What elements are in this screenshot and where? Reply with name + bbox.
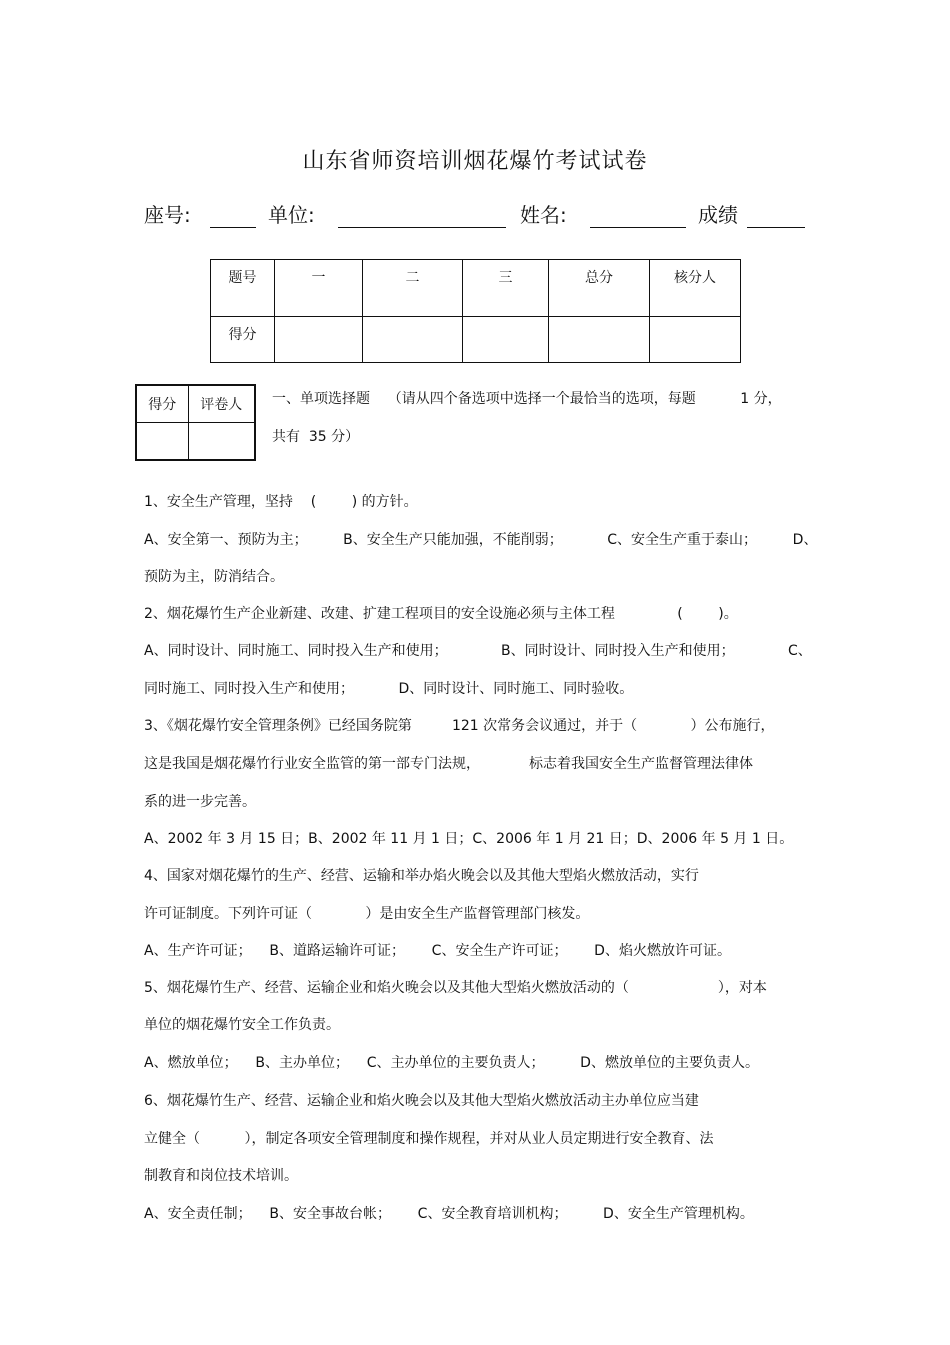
- question-text: 制教育和岗位技术培训。: [144, 1168, 298, 1184]
- grader-score-label: 得分: [136, 385, 188, 422]
- header-verifier: 核分人: [650, 260, 741, 317]
- score-cell-part-2[interactable]: [363, 317, 463, 363]
- option-text: A、燃放单位； B、主办单位； C、主办单位的主要负责人； D、燃放单位的主要负责人。: [144, 1055, 759, 1071]
- score-cell-verifier[interactable]: [650, 317, 741, 363]
- grader-score-cell[interactable]: [136, 422, 188, 460]
- question-text: 2、烟花爆竹生产企业新建、改建、扩建工程项目的安全设施必须与主体工程 ( )。: [144, 606, 738, 622]
- question-text: 6、烟花爆竹生产、经营、运输企业和焰火晚会以及其他大型焰火燃放活动主办单位应当建: [144, 1093, 699, 1109]
- option-text: A、2002 年 3 月 15 日；B、2002 年 11 月 1 日；C、2006 年 1 月 21 日；D、2006 年 5 月 1 日。: [144, 831, 794, 847]
- question-text: 4、国家对烟花爆竹的生产、经营、运输和举办焰火晚会以及其他大型焰火燃放活动，实行: [144, 868, 699, 884]
- grader-name-cell[interactable]: [188, 422, 255, 460]
- option-text: A、生产许可证； B、道路运输许可证； C、安全生产许可证； D、焰火燃放许可证。: [144, 943, 731, 959]
- header-total: 总分: [549, 260, 650, 317]
- question-text: 5、烟花爆竹生产、经营、运输企业和焰火晚会以及其他大型焰火燃放活动的（ ），对本: [144, 980, 767, 996]
- question-text: 这是我国是烟花爆竹行业安全监管的第一部专门法规， 标志着我国安全生产监督管理法律体: [144, 756, 753, 772]
- unit-label: 单位:: [268, 203, 315, 227]
- option-text: 预防为主，防消结合。: [144, 569, 284, 585]
- option-text: A、同时设计、同时施工、同时投入生产和使用； B、同时设计、同时投入生产和使用； C、: [144, 643, 812, 659]
- header-part-1: 一: [275, 260, 363, 317]
- exam-title: 山东省师资培训烟花爆竹考试试卷: [302, 149, 648, 174]
- question-text: 系的进一步完善。: [144, 794, 256, 810]
- score-cell-part-1[interactable]: [275, 317, 363, 363]
- question-text: 单位的烟花爆竹安全工作负责。: [144, 1017, 340, 1033]
- seat-blank[interactable]: [210, 227, 256, 228]
- question-text: 1、安全生产管理，坚持 ( ) 的方针。: [144, 494, 418, 510]
- unit-blank[interactable]: [338, 227, 506, 228]
- section-heading-line: 共有 35 分）: [272, 429, 360, 445]
- option-text: A、安全责任制； B、安全事故台帐； C、安全教育培训机构； D、安全生产管理机构。: [144, 1206, 754, 1222]
- question-text: 立健全（ ），制定各项安全管理制度和操作规程，并对从业人员定期进行安全教育、法: [144, 1131, 714, 1147]
- score-cell-part-3[interactable]: [463, 317, 549, 363]
- row-score-label: 得分: [211, 317, 275, 363]
- score-cell-total[interactable]: [549, 317, 650, 363]
- seat-label: 座号:: [144, 203, 191, 227]
- option-text: 同时施工、同时投入生产和使用； D、同时设计、同时施工、同时验收。: [144, 681, 634, 697]
- grader-name-label: 评卷人: [188, 385, 255, 422]
- option-text: A、安全第一、预防为主； B、安全生产只能加强，不能削弱； C、安全生产重于泰山； D、: [144, 532, 818, 548]
- grader-table: [135, 384, 256, 461]
- question-text: 3、《烟花爆竹安全管理条例》已经国务院第 121 次常务会议通过，并于（ ）公布施行，: [144, 718, 775, 734]
- header-part-3: 三: [463, 260, 549, 317]
- exam-header-fields: [144, 199, 814, 233]
- header-part-2: 二: [363, 260, 463, 317]
- score-summary-table: [210, 259, 741, 363]
- question-text: 许可证制度。下列许可证（ ）是由安全生产监督管理部门核发。: [144, 906, 590, 922]
- section-heading-line: 一、单项选择题 （请从四个备选项中选择一个最恰当的选项，每题 1 分，: [272, 391, 782, 407]
- name-label: 姓名:: [520, 203, 567, 227]
- score-label: 成绩: [698, 203, 738, 227]
- section-heading: [272, 380, 807, 456]
- name-blank[interactable]: [590, 227, 686, 228]
- score-blank[interactable]: [747, 227, 805, 228]
- header-question-no: 题号: [211, 260, 275, 317]
